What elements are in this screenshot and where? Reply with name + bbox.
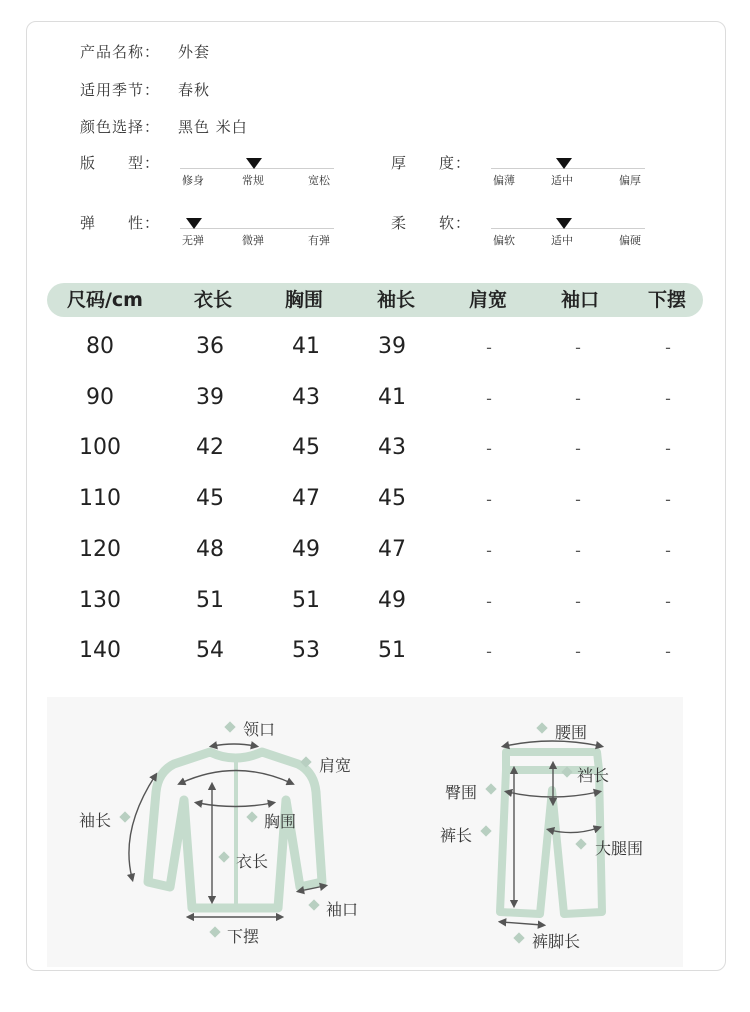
label-hip: 臀围 <box>445 783 478 802</box>
scale-tick: 修身 <box>182 174 204 187</box>
size-cell: 80 <box>86 334 114 359</box>
scale-tick: 适中 <box>551 234 573 247</box>
label-waist: 腰围 <box>555 723 588 742</box>
scale-label: 版 型： <box>80 154 161 172</box>
collar-arrow <box>213 744 255 746</box>
label-length: 衣长 <box>236 852 269 871</box>
label-pants-length: 裤长 <box>440 826 473 845</box>
size-cell: 120 <box>79 536 121 562</box>
table-cell: 42 <box>196 435 224 461</box>
info-value: 黑色 米白 <box>178 118 248 136</box>
table-cell: 45 <box>378 486 406 512</box>
table-cell: 39 <box>196 384 224 410</box>
scale-tick: 微弹 <box>242 234 264 247</box>
table-cell: 43 <box>292 384 320 410</box>
table-cell: - <box>665 540 671 560</box>
size-cell: 110 <box>79 486 121 512</box>
info-label: 产品名称： <box>80 43 161 61</box>
label-cuff: 袖口 <box>326 900 359 919</box>
label-collar: 领口 <box>243 720 276 739</box>
header-length: 衣长 <box>193 289 232 311</box>
table-cell: - <box>575 439 581 459</box>
table-cell: 48 <box>196 536 224 562</box>
label-thigh: 大腿围 <box>595 839 644 858</box>
table-cell: - <box>486 490 492 510</box>
scale-label: 弹 性： <box>80 214 161 232</box>
label-shoulder: 肩宽 <box>319 756 352 775</box>
table-cell: - <box>486 388 492 408</box>
table-cell: - <box>665 439 671 459</box>
scale-tick: 偏薄 <box>493 174 515 187</box>
table-cell: - <box>575 642 581 662</box>
table-cell: - <box>575 591 581 611</box>
table-cell: 51 <box>292 587 320 613</box>
size-cell: 90 <box>86 384 114 410</box>
table-cell: 36 <box>196 334 224 359</box>
scale-tick: 偏软 <box>493 234 515 247</box>
table-cell: 51 <box>378 638 406 664</box>
table-cell: - <box>665 591 671 611</box>
header-cuff: 袖口 <box>560 289 599 311</box>
table-cell: - <box>575 338 581 357</box>
table-cell: 47 <box>378 536 406 562</box>
table-cell: 49 <box>292 536 320 562</box>
label-chest: 胸围 <box>264 812 297 831</box>
info-value: 外套 <box>178 43 211 61</box>
label-leg-opening: 裤脚长 <box>532 932 581 951</box>
scale-tick: 宽松 <box>308 174 330 187</box>
table-cell: 41 <box>378 384 406 410</box>
header-chest: 胸围 <box>284 289 323 311</box>
table-cell: 53 <box>292 638 320 664</box>
table-cell: 41 <box>292 334 320 359</box>
table-cell: - <box>665 490 671 510</box>
table-cell: - <box>575 490 581 510</box>
size-cell: 140 <box>79 638 121 664</box>
table-cell: - <box>665 388 671 408</box>
table-cell: - <box>486 591 492 611</box>
table-cell: 39 <box>378 334 406 359</box>
table-cell: - <box>486 338 492 357</box>
info-label: 适用季节： <box>80 81 161 99</box>
scale-label: 柔 软： <box>391 214 472 232</box>
info-label: 颜色选择： <box>80 118 161 136</box>
label-sleeve: 袖长 <box>79 811 112 830</box>
scale-tick: 适中 <box>551 174 573 187</box>
scale-tick: 常规 <box>242 174 264 187</box>
size-cell: 100 <box>79 435 121 461</box>
table-cell: 43 <box>378 435 406 461</box>
scale-label: 厚 度： <box>391 154 472 172</box>
table-cell: 45 <box>292 435 320 461</box>
table-cell: 47 <box>292 486 320 512</box>
scale-tick: 有弹 <box>308 234 330 247</box>
table-cell: - <box>575 388 581 408</box>
size-cell: 130 <box>79 587 121 613</box>
header-size: 尺码/cm <box>66 289 143 311</box>
table-cell: 54 <box>196 638 224 664</box>
scale-tick: 偏硬 <box>619 234 641 247</box>
header-hem: 下摆 <box>647 289 686 311</box>
header-shoulder: 肩宽 <box>468 289 507 311</box>
table-cell: - <box>575 540 581 560</box>
table-cell: - <box>486 540 492 560</box>
label-rise: 裆长 <box>577 766 610 785</box>
table-cell: - <box>665 338 671 357</box>
table-cell: 45 <box>196 486 224 512</box>
scale-tick: 无弹 <box>182 234 204 247</box>
table-cell: - <box>486 642 492 662</box>
info-value: 春秋 <box>178 81 211 99</box>
scale-tick: 偏厚 <box>619 174 641 187</box>
table-cell: - <box>665 642 671 662</box>
header-sleeve: 袖长 <box>376 289 415 311</box>
table-cell: - <box>486 439 492 459</box>
table-cell: 49 <box>378 587 406 613</box>
table-cell: 51 <box>196 587 224 613</box>
leg-opening-arrow <box>502 922 542 925</box>
label-hem: 下摆 <box>227 927 260 946</box>
